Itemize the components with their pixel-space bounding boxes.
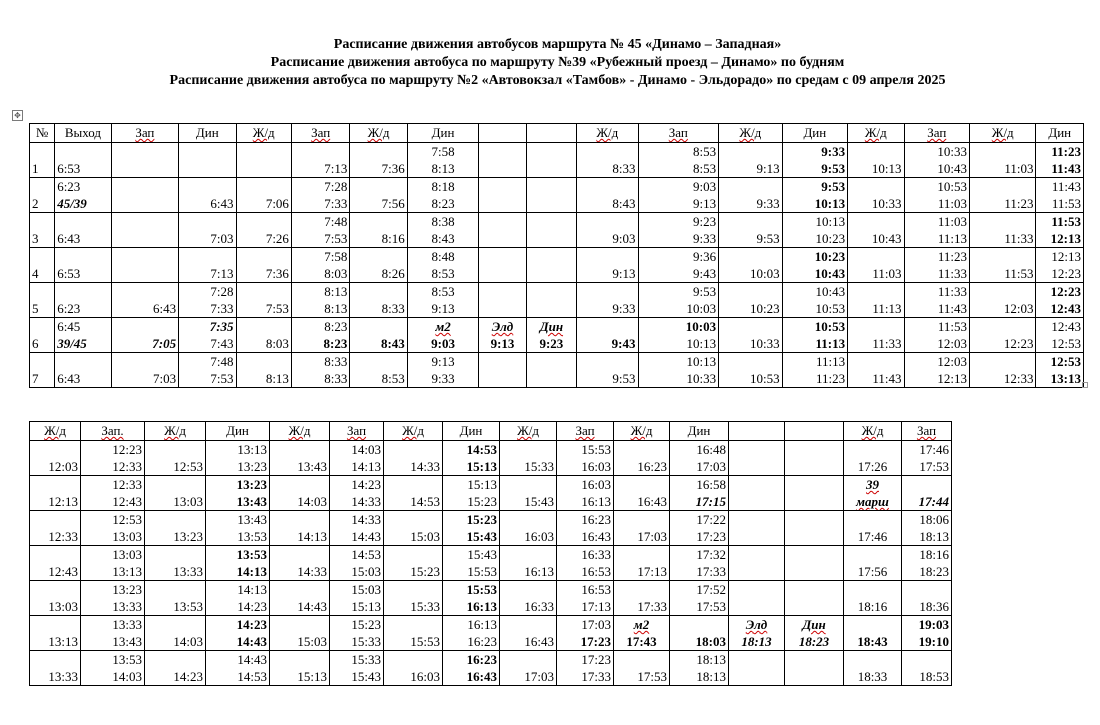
column-header: Ж/д (719, 124, 782, 143)
table-cell: 12:33 (969, 353, 1036, 388)
table-cell: 10:23 (719, 283, 782, 318)
table-cell: 6:23 (55, 283, 111, 318)
column-header: Дин (407, 124, 479, 143)
table-cell: 16:53 17:13 (557, 581, 614, 616)
table-row (30, 581, 952, 616)
table-cell (785, 476, 844, 511)
table-cell (526, 283, 576, 318)
table-cell: 18:53 (902, 651, 952, 686)
column-header: Зап (330, 422, 384, 441)
table-resize-handle[interactable] (1082, 382, 1088, 388)
table-cell: 12:23 12:33 (81, 441, 145, 476)
title-route-2: Расписание движения автобуса по маршруту №2 «Автовокзал «Тамбов» - Динамо - Эльдорадо» по средам с 09 апреля 2025 (169, 73, 946, 88)
table-cell: 18:36 (902, 581, 952, 616)
table-cell: 11:43 11:53 (1036, 178, 1084, 213)
table-cell: 8:53 9:13 (407, 283, 479, 318)
table-cell: 15:53 16:13 (443, 581, 500, 616)
table-cell: 8:33 (350, 283, 407, 318)
table-cell: 16:23 16:43 (557, 511, 614, 546)
title-route-45-text: Расписание движения автобусов маршрута № 45 «Динамо – Западная» (333, 37, 782, 52)
table-cell: 1 (30, 143, 55, 178)
table-cell (479, 213, 526, 248)
schedule-table-1 (29, 123, 1084, 388)
table-cell: 6:43 (55, 353, 111, 388)
column-header: № (30, 124, 55, 143)
table-cell: 13:23 13:33 (81, 581, 145, 616)
table-cell (785, 441, 844, 476)
table-cell (729, 441, 785, 476)
table-cell (111, 213, 179, 248)
table-cell: 7:35 7:43 (179, 318, 236, 353)
table-cell: 19:03 19:10 (902, 616, 952, 651)
table-cell: 13:33 (145, 546, 206, 581)
table-cell: 10:53 11:03 (904, 178, 969, 213)
column-header: Ж/д (384, 422, 443, 441)
table-cell: 4 (30, 248, 55, 283)
table-cell: 7:13 (291, 143, 349, 178)
table-row (30, 651, 952, 686)
column-header: Зап (111, 124, 179, 143)
table-cell: 9:33 9:53 (782, 143, 847, 178)
table-cell (785, 581, 844, 616)
table-row (30, 283, 1084, 318)
table-cell: 17:52 17:53 (670, 581, 729, 616)
column-header: Дин (670, 422, 729, 441)
table-cell: 16:03 (384, 651, 443, 686)
table-cell: 12:43 (30, 546, 81, 581)
table-cell: 15:13 (270, 651, 330, 686)
table-cell: 9:13 (719, 143, 782, 178)
table-row (30, 248, 1084, 283)
table-cell: 11:23 11:43 (1036, 143, 1084, 178)
table-cell: 12:03 12:13 (904, 353, 969, 388)
table-cell (236, 143, 291, 178)
column-header (479, 124, 526, 143)
table-cell (179, 143, 236, 178)
table-cell: 14:23 (145, 651, 206, 686)
table-cell: 14:13 (270, 511, 330, 546)
table-cell: 7:28 7:33 (179, 283, 236, 318)
table-cell: 9:53 10:03 (638, 283, 719, 318)
table-cell: 16:43 (614, 476, 670, 511)
table-cell: 7:58 8:03 (291, 248, 349, 283)
table-cell: 13:03 13:13 (81, 546, 145, 581)
column-header: Зап (291, 124, 349, 143)
column-header: Ж/д (145, 422, 206, 441)
table-cell: 17:33 (614, 581, 670, 616)
table-cell: 13:43 13:53 (206, 511, 270, 546)
table-cell: 15:03 15:13 (330, 581, 384, 616)
table-cell (111, 178, 179, 213)
table-cell: 7:26 (236, 213, 291, 248)
table-cell: 13:53 (145, 581, 206, 616)
table-cell: 10:13 (848, 143, 904, 178)
table-cell: 17:44 (902, 476, 952, 511)
table-cell: 10:13 10:23 (782, 213, 847, 248)
table-cell: 14:23 14:43 (206, 616, 270, 651)
table-cell: 14:53 15:13 (443, 441, 500, 476)
table-row (30, 441, 952, 476)
table-cell: 8:53 (350, 353, 407, 388)
table-cell: 12:53 13:13 (1036, 353, 1084, 388)
table-row (30, 353, 1084, 388)
column-header: Ж/д (969, 124, 1036, 143)
table-cell: 9:53 (577, 353, 638, 388)
table-cell: 18:43 (844, 616, 902, 651)
table-cell: 14:03 14:13 (330, 441, 384, 476)
table-cell: 16:33 16:53 (557, 546, 614, 581)
document-titles (0, 36, 1100, 90)
table-cell: 8:48 8:53 (407, 248, 479, 283)
table-cell: 17:03 (614, 511, 670, 546)
table-cell: 17:26 (844, 441, 902, 476)
table-cell: 13:03 (145, 476, 206, 511)
table-cell: 7:13 (179, 248, 236, 283)
table-cell: 9:23 9:33 (638, 213, 719, 248)
table-cell: 16:43 (500, 616, 557, 651)
table-cell (479, 143, 526, 178)
table-cell: 11:23 (969, 178, 1036, 213)
table-cell: 12:13 12:23 (1036, 248, 1084, 283)
table-cell: 9:53 (719, 213, 782, 248)
column-header: Зап. (81, 422, 145, 441)
column-header: Дин (782, 124, 847, 143)
column-header: Ж/д (614, 422, 670, 441)
table-cell: 6:53 (55, 143, 111, 178)
table-cell: 7:03 (111, 353, 179, 388)
table-cell: 6:43 (55, 213, 111, 248)
table-cell (729, 476, 785, 511)
table-cell: 7:06 (236, 178, 291, 213)
table-cell: 11:43 (848, 353, 904, 388)
table-cell: 18:33 (844, 651, 902, 686)
table-cell: 6:43 (111, 283, 179, 318)
table-cell: 9:13 9:33 (407, 353, 479, 388)
table-cell: м2 9:03 (407, 318, 479, 353)
table-cell: Элд 9:13 (479, 318, 526, 353)
table-cell: 14:33 (384, 441, 443, 476)
table-cell: 10:33 10:43 (904, 143, 969, 178)
table-row (30, 318, 1084, 353)
table-cell: 9:43 (577, 318, 638, 353)
table-cell: 13:03 (30, 581, 81, 616)
table-cell: 15:53 (384, 616, 443, 651)
table-cell: 13:23 (145, 511, 206, 546)
table-row (30, 546, 952, 581)
column-header (785, 422, 844, 441)
column-header: Ж/д (270, 422, 330, 441)
column-header: Ж/д (236, 124, 291, 143)
table-cell: 14:33 (270, 546, 330, 581)
table-cell: 15:03 (270, 616, 330, 651)
table-cell: 39 марш (844, 476, 902, 511)
table-cell (729, 511, 785, 546)
table-cell: 10:53 (719, 353, 782, 388)
table-cell (729, 581, 785, 616)
table-cell: 13:53 14:03 (81, 651, 145, 686)
table-cell: 18:13 18:13 (670, 651, 729, 686)
table-cell: 10:03 10:13 (638, 318, 719, 353)
table-cell: 9:33 (577, 283, 638, 318)
table-row (30, 476, 952, 511)
table-cell: 10:13 10:33 (638, 353, 719, 388)
table-cell: 14:53 (384, 476, 443, 511)
column-header: Дин (1036, 124, 1084, 143)
table-cell: 16:23 16:43 (443, 651, 500, 686)
table-cell (729, 546, 785, 581)
table-cell (479, 353, 526, 388)
table-cell: 7:56 (350, 178, 407, 213)
table-cell: 17:13 (614, 546, 670, 581)
table-cell: 12:13 (30, 476, 81, 511)
column-header: Выход (55, 124, 111, 143)
table-cell: 7 (30, 353, 55, 388)
table-cell: 11:23 11:33 (904, 248, 969, 283)
table-cell: 7:36 (236, 248, 291, 283)
table-cell: 11:33 (969, 213, 1036, 248)
table-cell: 11:03 (848, 248, 904, 283)
table-cell (785, 546, 844, 581)
table-cell: 10:33 (719, 318, 782, 353)
table-cell: 13:43 (270, 441, 330, 476)
table-cell: 7:03 (179, 213, 236, 248)
table-cell: 7:48 7:53 (291, 213, 349, 248)
table-cell: 7:05 (111, 318, 179, 353)
table-cell (526, 213, 576, 248)
table-cell: Дин 9:23 (526, 318, 576, 353)
table-cell: 13:13 13:23 (206, 441, 270, 476)
table-cell: 14:53 15:03 (330, 546, 384, 581)
table-cell: 9:03 (577, 213, 638, 248)
table-cell: 12:23 12:43 (1036, 283, 1084, 318)
table-row (30, 178, 1084, 213)
column-header: Ж/д (848, 124, 904, 143)
column-header: Ж/д (30, 422, 81, 441)
table-cell: 8:13 (236, 353, 291, 388)
table-cell: 8:53 8:53 (638, 143, 719, 178)
table-cell: 12:33 12:43 (81, 476, 145, 511)
table-cell (111, 248, 179, 283)
table-cell: 15:23 15:33 (330, 616, 384, 651)
table-cell: 8:26 (350, 248, 407, 283)
table-cell: 17:23 17:33 (557, 651, 614, 686)
table-cell: 17:03 17:23 (557, 616, 614, 651)
table-cell: 7:58 8:13 (407, 143, 479, 178)
table-cell: 9:03 9:13 (638, 178, 719, 213)
table-cell (479, 283, 526, 318)
table-cell: 16:03 (500, 511, 557, 546)
table-cell: 11:33 11:43 (904, 283, 969, 318)
table-cell (785, 651, 844, 686)
table-cell: 16:33 (500, 581, 557, 616)
table-cell (479, 178, 526, 213)
table-cell: 7:28 7:33 (291, 178, 349, 213)
column-header: Зап (557, 422, 614, 441)
table-cell: 17:32 17:33 (670, 546, 729, 581)
table-cell: 10:43 (848, 213, 904, 248)
table-cell (526, 143, 576, 178)
table-cell (111, 143, 179, 178)
column-header (526, 124, 576, 143)
table-cell (729, 651, 785, 686)
table-cell: 12:43 12:53 (1036, 318, 1084, 353)
table-cell: 18:16 18:23 (902, 546, 952, 581)
table-move-handle-icon[interactable]: ✥ (12, 110, 23, 121)
table-cell: 8:03 (236, 318, 291, 353)
table-row (30, 511, 952, 546)
table-cell: 18:06 18:13 (902, 511, 952, 546)
table-cell (526, 178, 576, 213)
table-cell: 10:53 11:13 (782, 318, 847, 353)
table-row (30, 143, 1084, 178)
table-cell: 15:03 (384, 511, 443, 546)
table-cell: 17:03 (500, 651, 557, 686)
table-cell: 17:53 (614, 651, 670, 686)
table-cell: 9:33 (719, 178, 782, 213)
table-cell: 2 (30, 178, 55, 213)
table-cell: 8:18 8:23 (407, 178, 479, 213)
table-cell: 14:03 (145, 616, 206, 651)
column-header: Ж/д (350, 124, 407, 143)
column-header: Дин (443, 422, 500, 441)
table-cell: 11:53 12:13 (1036, 213, 1084, 248)
table-cell: 14:13 14:23 (206, 581, 270, 616)
column-header: Ж/д (500, 422, 557, 441)
table-cell: 11:33 (848, 318, 904, 353)
table-cell: 7:48 7:53 (179, 353, 236, 388)
table-cell (479, 248, 526, 283)
column-header: Ж/д (577, 124, 638, 143)
table-cell: 8:13 8:13 (291, 283, 349, 318)
table-cell: 8:23 8:23 (291, 318, 349, 353)
column-header: Зап (904, 124, 969, 143)
column-header: Дин (179, 124, 236, 143)
table-cell: 16:48 17:03 (670, 441, 729, 476)
table-cell: 17:46 17:53 (902, 441, 952, 476)
title-route-45 (0, 36, 1100, 54)
table-row (30, 213, 1084, 248)
table-cell: 14:03 (270, 476, 330, 511)
table-cell: 7:36 (350, 143, 407, 178)
table-cell: 7:53 (236, 283, 291, 318)
table-cell: 18:16 (844, 581, 902, 616)
table-cell: 9:53 10:13 (782, 178, 847, 213)
table-cell: Дин 18:23 (785, 616, 844, 651)
table-cell: 6:23 45/39 (55, 178, 111, 213)
table-cell: 6 (30, 318, 55, 353)
table-cell: 12:53 13:03 (81, 511, 145, 546)
table-cell: 8:16 (350, 213, 407, 248)
table-cell: 16:13 (500, 546, 557, 581)
table-cell: Элд 18:13 (729, 616, 785, 651)
table-cell: 11:53 12:03 (904, 318, 969, 353)
table-cell: 15:23 15:43 (443, 511, 500, 546)
table-cell: 6:45 39/45 (55, 318, 111, 353)
title-route-39: Расписание движения автобуса по маршруту №39 «Рубежный проезд – Динамо» по будням (270, 55, 845, 70)
table-cell: 10:33 (848, 178, 904, 213)
table-cell: 17:56 (844, 546, 902, 581)
table-cell: 15:33 15:43 (330, 651, 384, 686)
table-cell: 11:03 11:13 (904, 213, 969, 248)
table-cell: 9:36 9:43 (638, 248, 719, 283)
table-cell: 13:33 (30, 651, 81, 686)
table-cell: 6:53 (55, 248, 111, 283)
table-cell: 11:03 (969, 143, 1036, 178)
table-cell: 15:13 15:23 (443, 476, 500, 511)
table-cell: 16:03 16:13 (557, 476, 614, 511)
table-cell: 9:13 (577, 248, 638, 283)
table-cell: 15:33 (384, 581, 443, 616)
table-cell: 16:58 17:15 (670, 476, 729, 511)
table-cell: 11:13 (848, 283, 904, 318)
column-header: Зап (902, 422, 952, 441)
table-row (30, 616, 952, 651)
column-header: Дин (206, 422, 270, 441)
schedule-table-2 (29, 421, 952, 686)
table-cell: 6:43 (179, 178, 236, 213)
column-header: Зап (638, 124, 719, 143)
table-cell: 15:33 (500, 441, 557, 476)
table-cell: 8:33 8:33 (291, 353, 349, 388)
table-cell: 12:03 (30, 441, 81, 476)
table-cell: 12:33 (30, 511, 81, 546)
table-cell: 14:43 (270, 581, 330, 616)
table-cell: 12:03 (969, 283, 1036, 318)
column-header (729, 422, 785, 441)
table-cell (526, 248, 576, 283)
table-cell: м2 17:43 (614, 616, 670, 651)
table-cell: 11:13 11:23 (782, 353, 847, 388)
table-cell: 10:43 10:53 (782, 283, 847, 318)
table-cell: 13:23 13:43 (206, 476, 270, 511)
table-cell: 15:23 (384, 546, 443, 581)
table-cell: 13:53 14:13 (206, 546, 270, 581)
table-cell: 12:23 (969, 318, 1036, 353)
table-cell: 8:43 (577, 178, 638, 213)
table-cell: 10:03 (719, 248, 782, 283)
table-cell: 10:23 10:43 (782, 248, 847, 283)
table-cell: 8:33 (577, 143, 638, 178)
table-cell: 13:13 (30, 616, 81, 651)
column-header: Ж/д (844, 422, 902, 441)
table-cell: 17:22 17:23 (670, 511, 729, 546)
table-cell: 15:43 15:53 (443, 546, 500, 581)
table-cell: 8:38 8:43 (407, 213, 479, 248)
table-cell: 12:53 (145, 441, 206, 476)
table-cell: 14:23 14:33 (330, 476, 384, 511)
table-cell: 17:46 (844, 511, 902, 546)
table-cell: 8:43 (350, 318, 407, 353)
table-cell: 18:03 (670, 616, 729, 651)
table-cell: 15:53 16:03 (557, 441, 614, 476)
table-cell: 15:43 (500, 476, 557, 511)
table-cell: 16:13 16:23 (443, 616, 500, 651)
table-cell: 14:33 14:43 (330, 511, 384, 546)
table-cell: 14:43 14:53 (206, 651, 270, 686)
table-cell: 13:33 13:43 (81, 616, 145, 651)
table-cell (526, 353, 576, 388)
table-cell: 11:53 (969, 248, 1036, 283)
table-cell: 3 (30, 213, 55, 248)
table-cell (785, 511, 844, 546)
table-cell: 16:23 (614, 441, 670, 476)
table-cell: 5 (30, 283, 55, 318)
